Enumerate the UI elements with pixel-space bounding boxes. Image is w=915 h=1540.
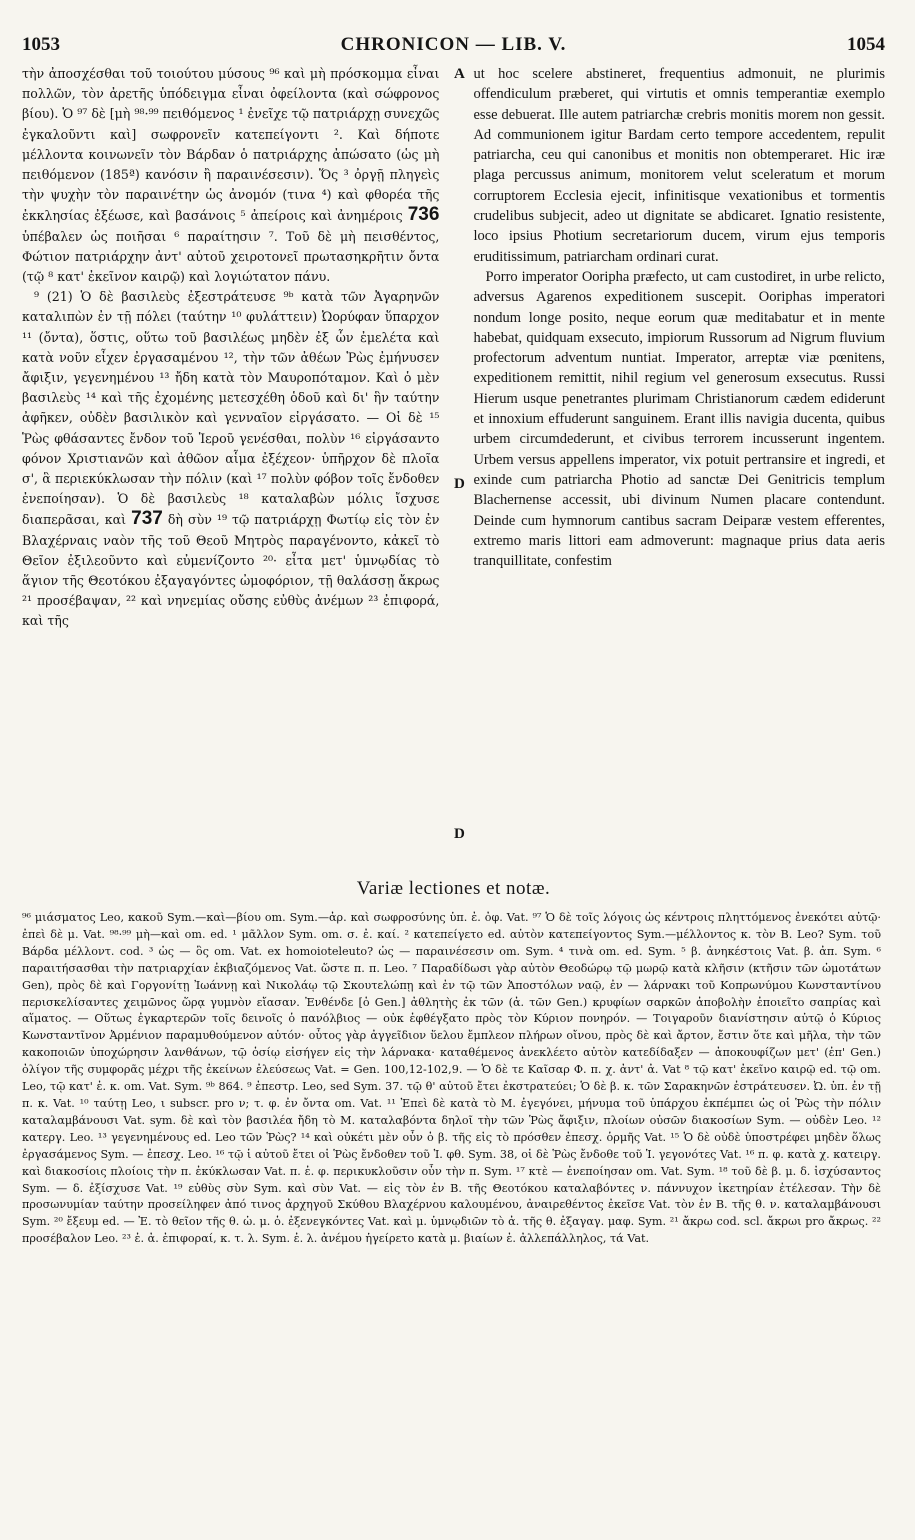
margin-letter-d-second: D <box>454 826 465 842</box>
greek-paragraph <box>22 287 439 631</box>
latin-paragraph: ut hoc scelere abstineret, frequentius admonuit, ne plurimis offendiculum præberet, qui virtutis et omnis temperantiæ exemplo esse debuerat. Ille autem patriarchæ crebris monitis morem non gessit. Ad communionem igitur Bardam certo tempore accedentem, repulit patriarcha, ceu qui canonibus et monitis non obtemperaret. Hic iræ plaga percussus animum, monitorem velut sceleratum et morum corruptorem Ecclesia ejecit, infinitisque vexationibus et tormentis crudelibus subjecit, adeo ut dignitate se abdicaret. Ignatio resistente, loco ipsius Photium secretariorum ducem, virum ejus temporis eruditissimum, patriarcham ordinari curat. <box>473 66 885 265</box>
variant-readings-notes: ⁹⁶ μιάσματος Leo, κακοῦ Sym.—καὶ—βίου om. Sym.—ἀρ. καὶ σωφροσύνης ὑπ. ἐ. ὀφ. Vat. ⁹⁷ Ὁ δὲ τοῖς λόγοις ὡς κέντροις πληττόμενος ἐνεκότει αὐτῷ· ἐπεὶ δὲ μ. Vat. ⁹⁸·⁹⁹ μὴ—καὶ om. ed. ¹ μᾶλλον Sym. om. σ. ἐ. καί. ² κατεπείγετο ed. αὐτὸν κατεπείγοντος Sym.—μέλλοντος κ. τὸν Β. Leo? Sym. τοῦ Βάρδα μέλλοντ. cod. ³ ὡς — ὃς om. Vat. ex homoioteleuto? ὡς — παραινέσεσιν om. Sym. ⁴ τινὰ om. ed. Sym. ⁵ β. ἀνηκέστοις Vat. β. ἀπ. Sym. ⁶ παραιτήσασθαι τὴν πατριαρχίαν ἐκβιαζόμενος Vat. ὥστε π. π. Leo. ⁷ Παραδίδωσι γὰρ αὐτὸν Θεοδώρῳ τῷ μωρῷ κατὰ κλῆσιν (κτῆσιν τῶν ὠμοτάτων Gen), πρὸς δὲ καὶ Γοργονίτῃ Ἰωάννῃ καὶ Νικολάῳ τῷ Σκουτελώπῃ καὶ ἐν τῷ τῶν Ἀποστόλων ναῷ, ἐν — λάρνακι τοῦ Κοπρωνύμου Κωνσταντίνου περισκελίσαντες χειμῶνος ὥρᾳ γυμνὸν εἴασαν. Ἐνθένδε [ὁ Gen.] ἀθλητὴς ἐκ τῶν (ἀ. τῶν Gen.) κρυφίων σαρκῶν ἀποβολὴν ἐποιεῖτο σαπρίας καὶ αἵματος. — Οὕτως ἐγκαρτερῶν τοῖς δεινοῖς ὁ πανόλβιος — οὐκ ἐφθέγξατο πρὸς τὸν Κύριον πονηρόν. — Τοιγαροῦν διανίστησιν αὐτῷ ὁ Κύριος Κωνσταντῖνον Ἀρμένιον παραμυθούμενον αὐτόν· οὗτος γὰρ ἀγγεῖδιον ὕελου ἔμπλεον πλήρων οἴνου, πρὸς δὲ καὶ ἄρτον, ἔστιν ὅτε καὶ μῆλα, τὴν τῶν κακοποιῶν ὑποχώρησιν λανθάνων, τῷ ὁσίῳ εἰσήγεν εἰς τὴν λάρνακα· καταθέμενος ἀνεκλέετο αὐτὸν κατεδίδαξεν — ἀποκουφίζων μετ' (ἐπ' Gen.) ὀλίγον τῆς συμφορᾶς μέχρι τῆς ἐκείνων ἐλεύσεως Vat. = Gen. 100,12-102,9. — Ὁ δὲ τε Καῖσαρ Φ. π. χ. ἀντ' ἀ. Vat ⁸ τῷ κατ' ἐκεῖνο καιρῷ ed. τῷ om. Leo, τῷ κατ' ἐ. κ. om. Vat. Sym. ⁹ᵇ 864. ⁹ ἐπεστρ. Leo, sed Sym. 37. τῷ θ' αὐτοῦ ἔτει ἐκστρατεύει; Ὁ δὲ β. κ. τῶν Σαρακηνῶν ἐστράτευσεν. Ὠ. ὑπ. ἐν τῇ π. κ. Vat. ¹⁰ ταύτῃ Leo, ι subscr. pro ν; τ. φ. ἐν ὄντα om. Vat. ¹¹ Ἐπεὶ δὲ κατὰ τὸ Μ. ἐγεγόνει, μήνυμα τοῦ ὑπάρχου ἐκπέμπει ὡς οἱ Ῥὼς τὴν πόλιν καταλαμβάνουσι Vat. sym. δὲ καὶ τὸν βασιλέα ἤδη τὸ Μ. καταλαβόντα δηλοῖ τὴν τῶν Ῥὼς ἄφιξιν, πλοίων οὐσῶν διακοσίων Sym. — οὐδὲν Leo. ¹² κατεργ. Leo. ¹³ γεγενημένους ed. Leo τῶν Ῥὼς? ¹⁴ καὶ οὐκέτι μὲν οὖν ὁ β. τῆς εἰς τὸ πρόσθεν ἐπεσχ. ὁρμῆς Vat. ¹⁵ Ὁ δὲ οὐδὲ ὑποστρέφει μηδὲν ὅλως ἐργασάμενος Sym. — ἐπεσχ. Leo. ¹⁶ τῷ ἱ αὐτοῦ ἔτει οἱ Ῥὼς ἔνδοθεν τοῦ Ἱ. φθ. Sym. 38, οἱ δὲ Ῥὼς ἔνδοθε τοῦ Ἱ. γεγονότες Vat. ¹⁶ π. φ. κατὰ χ. κατειργ. καὶ διακοσίοις πλοίοις τὴν π. ἐκύκλωσαν Vat. π. ἐ. φ. περικυκλοῦσιν οὖν τὴν π. Sym. ¹⁷ κτὲ — ἐνεποίησαν om. Vat. Sym. ¹⁸ τοῦ δὲ β. μ. δ. ἰσχύσαντος Sym. — δ. ἐξίσχυσε Vat. ¹⁹ εὐθὺς σὺν Sym. καὶ σὺν Vat. — εἰς τὸν ἐν Β. τῆς Θεοτόκου καταλαβόντες ν. πάννυχον ἱκετηρίαν ἐτέλεσαν. Τὴν δὲ προσωνυμίαν ταύτην προσείληφεν ἀπό τινος ἀρχηγοῦ Σκύθου Βλαχέρνου καλουμένου, ἀναιρεθέντος ἐκεῖσε Vat. τὸν ἐν Β. τῆς θ. ν. καταλαμβάνουσι Sym. ²⁰ ἔξευμ ed. — Ἐ. τὸ θεῖον τῆς θ. ὠ. μ. ὁ. ἐξενεγκόντες Vat. καὶ μ. ὑμνῳδιῶν τὸ ἀ. τῆς θ. ἐξαγαγ. μαφ. Sym. ²¹ ἄκρω cod. scl. ἄκρωι pro ἄκρως. ²² προσέβαλον Leo. ²³ ἐ. ἀ. ἐπιφοραί, κ. τ. λ. Sym. ἐ. λ. ἀνέμου ἡγείρετο κατὰ μ. βιαίων ἐ. ἀλλεπάλληλος, τά Vat. <box>22 911 881 1246</box>
greek-text: τὴν ἀποσχέσθαι τοῦ τοιούτου μύσους ⁹⁶ καὶ μὴ πρόσκομμα εἶναι πολλῶν, τὸν ἀρετῆς ὑπόδειγμα εἶναι ὀφείλοντα (καὶ σώφρονος βίου). Ὁ ⁹⁷ δὲ [μὴ ⁹⁸·⁹⁹ πειθόμενος ¹ ἐνεῖχε τῷ πατριάρχῃ συνεχῶς ἐγκαλοῦντι καὶ] σωφρονεῖν κατεπείγοντι ². Καὶ δήποτε μέλλοντα κοινωνεῖν τὸν Βάρδαν ὁ πατριάρχης ἀπώσατο (ὡς μὴ πειθόμενον (185ª) κανόσιν ἢ παραινέσεσιν). Ὅς ³ ὀργῇ πληγεὶς τὴν ψυχὴν τὸν παραινέτην ὡς ἀνομόν (τινα ⁴) καὶ φθορέα τῆς ἐκκλησίας ἐξέωσε, καὶ βασάνοις ⁵ ἀπείροις καὶ ἀνημέροις <box>22 66 440 224</box>
greek-text: ὑπέβαλεν ὡς ποιῆσαι ⁶ παραίτησιν ⁷. Τοῦ δὲ μὴ πεισθέντος, Φώτιον πατριάρχην ἀντ' αὐτοῦ χειροτονεῖ πρωτασηκρῆτιν ὄντα (τῷ ⁸ κατ' ἐκεῖνον καιρῷ) καὶ λογιώτατον πάνυ. <box>22 228 440 285</box>
margin-letter-d: D <box>454 476 465 492</box>
greek-column <box>22 64 439 864</box>
page-header <box>22 34 885 62</box>
running-title: CHRONICON — LIB. V. <box>340 34 567 55</box>
greek-text: δὴ σὺν ¹⁹ τῷ πατριάρχῃ Φωτίῳ εἰς τὸν ἐν Βλαχέρναις ναὸν τῆς τοῦ Θεοῦ Μητρὸς παραγένοντο, κἀκεῖ τὸ Θεῖον ἐξιλεοῦντο καὶ εὐμενίζοντο ²⁰· εἶτα μετ' ὑμνῳδίας τὸ ἅγιον τῆς Θεοτόκου ἐξαγαγόντες ὠμοφόριον, τῇ θαλάσσῃ ἄκρως ²¹ προσέβαψαν, ²² καὶ νηνεμίας οὔσης εὐθὺς ἀνέμων ²³ ἐπιφορά, καὶ τῆς <box>22 512 440 629</box>
greek-paragraph <box>22 64 439 287</box>
greek-text: ⁹ (21) Ὁ δὲ βασιλεὺς ἐξεστράτευσε ⁹ᵇ κατὰ τῶν Ἀγαρηνῶν καταλιπὼν ἐν τῇ πόλει (ταύτην ¹⁰ φυλάττειν) Ὠορύφαν ὕπαρχον ¹¹ (ὄντα), ὅστις, οὕτω τοῦ βασιλέως μηδὲν ἐξ ὧν ἐμελέτα καὶ κατὰ νοῦν εἶχεν ἐργασαμένου ¹², τὴν τῶν ἀθέων Ῥὼς ἐμήνυσεν ἄφιξιν, γεγενημένου ¹³ ἤδη κατὰ τὸν Μαυροπόταμον. Καὶ ὁ μὲν βασιλεὺς ¹⁴ καὶ τῆς ἐχομένης μετεσχέθη ὁδοῦ καὶ δι' ἣν ταύτην ἀφῆκεν, οὐδὲν βασιλικὸν καὶ γενναῖον εἰργάσατο. — Οἱ δὲ ¹⁵ Ῥὼς φθάσαντες ἔνδον τοῦ Ἱεροῦ γενέσθαι, πολὺν ¹⁶ εἰργάσαντο φόνον Χριστιανῶν καὶ ἀθῶον αἷμα ἐξέχεον· ὑπῆρχον δὲ πλοῖα σ', ἃ περιεκύκλωσαν τὴν πόλιν (καὶ ¹⁷ πολὺν φόβον τοῖς ἔνδοθεν ἐνεποίησαν). Ὁ δὲ βασιλεὺς ¹⁸ καταλαβὼν μόλις ἴσχυσε διαπερᾶσαι, καὶ <box>22 289 440 528</box>
latin-column <box>473 64 885 864</box>
page-number-left: 1053 <box>22 34 60 55</box>
page-number-right: 1054 <box>846 34 885 55</box>
original-page-number: 736 <box>407 204 440 226</box>
original-page-number: 737 <box>131 508 163 530</box>
text-columns <box>22 64 885 864</box>
margin-letter-a: A <box>454 66 465 82</box>
notes-heading: Variæ lectiones et notæ. <box>356 878 551 899</box>
latin-paragraph: Porro imperator Ooripha præfecto, ut cam custodiret, in urbe relicto, adversus Agarenos expeditionem suscepit. Ooriphas imperatori nondum longe posito, neque eorum quæ meditabatur et in mente habebat, quidquam exsecuto, impiorum Russorum ad Nigrum fluvium profectorum adventum nuntiat. Imperator, arreptæ viæ pœnitens, expeditionem remittit, nihil regium vel generosum exsecutus. Russi Hierum usque penetrantes plurimam Christianorum cædem ediderunt et innoxium effuderunt sanguinem. Erant illis navigia ducenta, quibus urbem circumdederunt, et civibus terrorem incusserunt ingentem. Urbem versus appellens imperator, vix potuit pertransire et ingredi, et exinde cum patriarcha Photio ad sanctæ Dei Genitricis templum Blachernense accessit, ubi divinum Numen placare contendunt. Deinde cum hymnorum cantibus sacram Deiparæ vestem efferentes, extremo maris littori eam admoverunt: magnaque prius data aeris tranquillitate, confestim <box>473 268 885 570</box>
